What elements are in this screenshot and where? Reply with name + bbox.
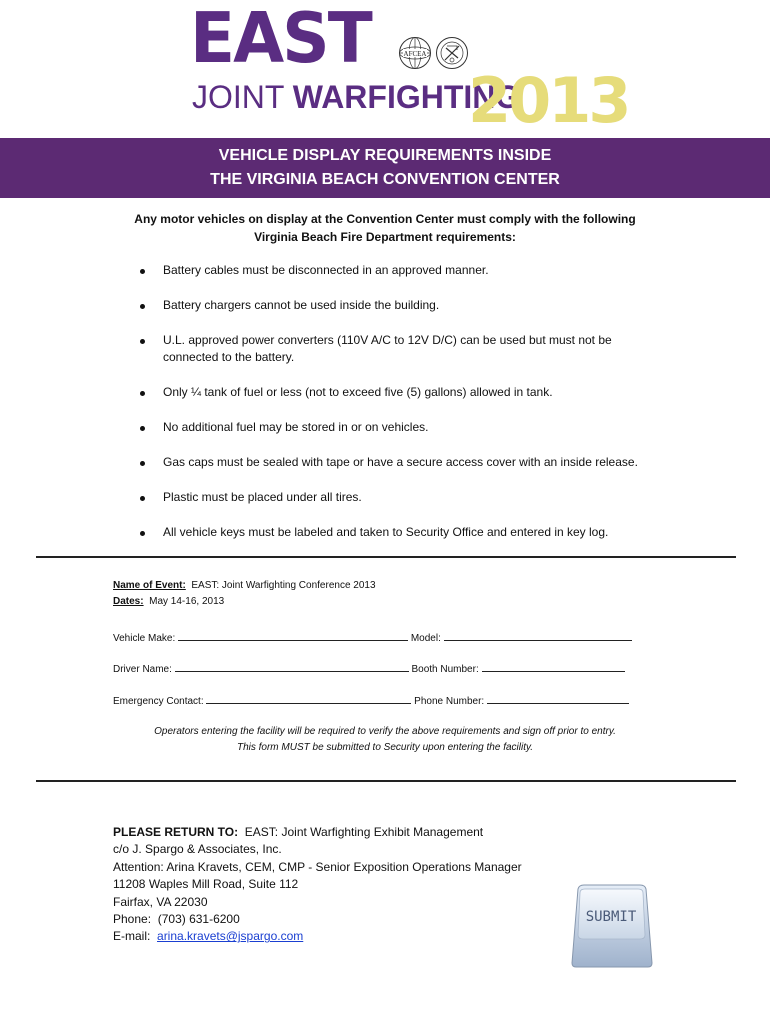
list-item xyxy=(138,297,668,314)
list-item xyxy=(138,419,668,436)
vehicle-make-label: Vehicle Make: xyxy=(113,633,176,644)
submit-label: SUBMIT xyxy=(585,909,637,925)
requirement-text: Battery chargers cannot be used inside the building. xyxy=(163,298,440,312)
model-label: Model: xyxy=(410,633,441,644)
return-line-2: Attention: Arina Kravets, CEM, CMP - Senior Exposition Operations Manager xyxy=(113,859,522,874)
list-item xyxy=(138,454,668,471)
requirement-text: No additional fuel may be stored in or on vehicles. xyxy=(163,420,429,434)
list-item xyxy=(138,384,668,401)
divider-bottom xyxy=(36,780,736,782)
return-line-1: c/o J. Spargo & Associates, Inc. xyxy=(113,842,282,857)
logo-east-wordmark: EAST xyxy=(190,0,371,79)
dates-label: Dates: xyxy=(113,596,144,607)
seal-afcea-text: AFCEA xyxy=(403,50,427,58)
driver-name-field[interactable] xyxy=(175,661,409,672)
navy-seal-icon xyxy=(435,36,469,70)
driver-row xyxy=(113,661,625,677)
return-line-3: 11208 Waples Mill Road, Suite 112 xyxy=(113,877,299,892)
intro-line-2: Virginia Beach Fire Department requirements: xyxy=(254,230,516,244)
bullet-icon xyxy=(140,531,145,536)
notice-line-2: This form MUST be submitted to Security upon entering the facility. xyxy=(236,742,534,753)
logo-warfighting-text: WARFIGHTING xyxy=(292,79,521,115)
return-line-0 xyxy=(113,824,522,841)
requirement-text: U.L. approved power converters (110V A/C to 12V D/C) can be used but must not be connected to the battery. xyxy=(163,333,612,364)
requirement-text: Gas caps must be sealed with tape or have a secure access cover with an inside release. xyxy=(163,455,638,469)
event-name-value: EAST: Joint Warfighting Conference 2013 xyxy=(191,580,376,591)
driver-name-label: Driver Name: xyxy=(113,664,172,675)
requirement-text: All vehicle keys must be labeled and taken to Security Office and entered in key log. xyxy=(163,525,609,539)
booth-number-label: Booth Number: xyxy=(411,664,479,675)
phone-number-label: Phone Number: xyxy=(414,696,485,707)
requirement-text: Only ¼ tank of fuel or less (not to exceed five (5) gallons) allowed in tank. xyxy=(163,385,553,399)
return-line-4: Fairfax, VA 22030 xyxy=(113,894,208,909)
vehicle-make-field[interactable] xyxy=(178,630,408,641)
bullet-icon xyxy=(140,304,145,309)
notice-line-1: Operators entering the facility will be required to verify the above requirements and sign off prior to entry. xyxy=(154,726,616,737)
intro-line-1: Any motor vehicles on display at the Convention Center must comply with the following xyxy=(134,212,636,226)
email-link[interactable]: arina.kravets@jspargo.com xyxy=(157,929,304,944)
phone-number-field[interactable] xyxy=(487,693,629,704)
phone-value: (703) 631-6200 xyxy=(157,912,240,927)
divider-top xyxy=(36,556,736,558)
logo-joint-text: JOINT xyxy=(192,79,284,115)
event-name-line xyxy=(113,579,376,593)
dates-value: May 14-16, 2013 xyxy=(149,596,225,607)
bullet-icon xyxy=(140,339,145,344)
booth-number-field[interactable] xyxy=(482,661,625,672)
email-label: E-mail: xyxy=(113,929,151,944)
requirement-text: Plastic must be placed under all tires. xyxy=(163,490,362,504)
title-banner xyxy=(0,138,770,198)
submit-button[interactable] xyxy=(568,883,654,969)
return-address xyxy=(113,824,522,946)
banner-title-line-2: THE VIRGINIA BEACH CONVENTION CENTER xyxy=(210,171,560,188)
bullet-icon xyxy=(140,461,145,466)
logo-year: 2013 xyxy=(468,64,629,137)
return-email-line xyxy=(113,928,522,945)
return-label: PLEASE RETURN TO: xyxy=(113,825,239,839)
list-item xyxy=(138,524,668,541)
bullet-icon xyxy=(140,269,145,274)
afcea-seal-icon xyxy=(398,36,432,70)
list-item xyxy=(138,332,668,366)
emergency-row xyxy=(113,693,629,709)
emergency-contact-label: Emergency Contact: xyxy=(113,696,204,707)
bullet-icon xyxy=(140,391,145,396)
return-org: EAST: Joint Warfighting Exhibit Management xyxy=(244,825,484,839)
intro-text xyxy=(100,210,670,246)
vehicle-row xyxy=(113,630,632,646)
banner-title-line-1: VEHICLE DISPLAY REQUIREMENTS INSIDE xyxy=(218,147,552,164)
model-field[interactable] xyxy=(444,630,632,641)
phone-label: Phone: xyxy=(113,912,152,927)
return-phone-line xyxy=(113,911,522,928)
list-item xyxy=(138,489,668,506)
emergency-contact-field[interactable] xyxy=(206,693,411,704)
requirement-text: Battery cables must be disconnected in an approved manner. xyxy=(163,263,489,277)
bullet-icon xyxy=(140,496,145,501)
dates-line xyxy=(113,595,224,609)
operator-notice xyxy=(100,724,670,756)
bullet-icon xyxy=(140,426,145,431)
requirements-list xyxy=(138,262,668,559)
event-name-label: Name of Event: xyxy=(113,580,186,591)
list-item xyxy=(138,262,668,279)
